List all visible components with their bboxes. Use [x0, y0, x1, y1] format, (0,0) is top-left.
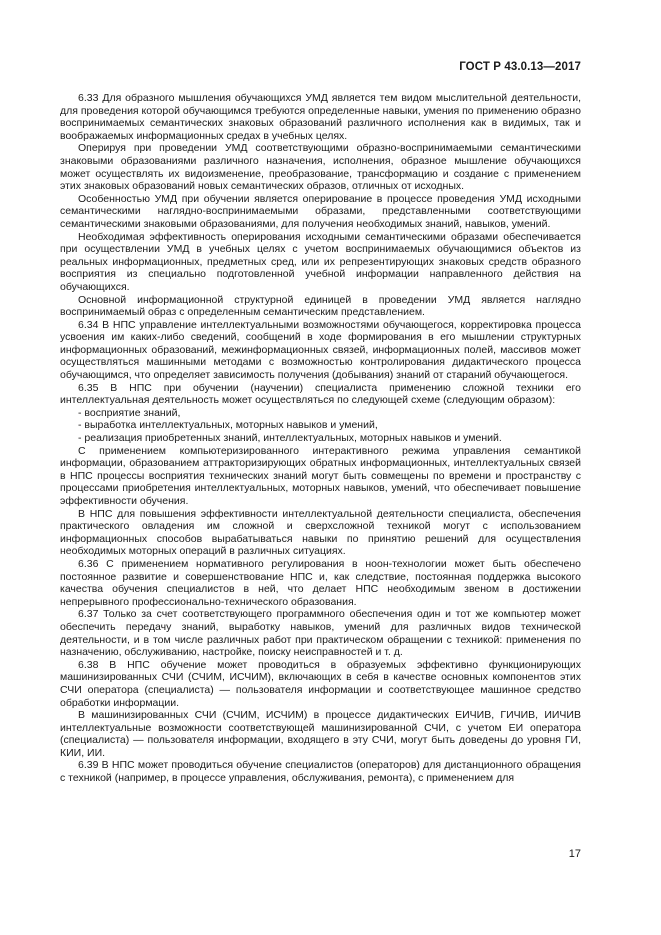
paragraph-6-38: 6.38 В НПС обучение может проводиться в образуемых эффективно функционирующих машинизированных СЧИ (СЧИМ, ИСЧИМ), включающих в себя в качестве основных компонентов этих СЧИ оператора (специалиста) — пользователя информации и соответствующее машинное средство обработки информации. [60, 658, 581, 709]
paragraph-machinized: В машинизированных СЧИ (СЧИМ, ИСЧИМ) в процессе дидактических ЕИЧИВ, ГИЧИВ, ИИЧИВ интеллектуальные возможности соответствующей машинизированной СЧИ, с учетом ЕИ оператора (специалиста) — пользователя информации, входящего в эту СЧИ, могут быть доведены до уровня ГИ, КИИ, ИИ. [60, 709, 581, 759]
paragraph-feature: Особенностью УМД при обучении является оперирование в процессе проведения УМД исходными семантическими наглядно-воспринимаемыми образами, представленными соответствующими семантическими знаковыми образованиями, для получения необходимых знаний, навыков, умений. [60, 192, 581, 230]
paragraph-6-33: 6.33 Для образного мышления обучающихся УМД является тем видом мыслительной деятельности, для проведения которой обучающимся требуются определенные навыки, умения по применению образно воспринимаемых семантических знаковых образований различного исполнения как в видимых, так и воображаемых информационных средах в учебных целях. [60, 92, 581, 142]
paragraph-6-36: 6.36 С применением нормативного регулирования в ноон-технологии может быть обеспечено постоянное развитие и совершенствование НПС и, как следствие, постоянная поддержка высокого качества обучения специалистов в ней, что делает НПС необходимым звеном в достижении непрерывного профессионально-технического образования. [60, 557, 581, 608]
standard-code-header: ГОСТ Р 43.0.13—2017 [459, 61, 581, 73]
paragraph-efficiency: Необходимая эффективность оперирования исходными семантическими образами обеспечивается при осуществлении УМД в учебных целях с учетом воспринимаемых обучающимися объектов из реальных информационных, предметных сред, или их репрезентирующих знаковых средств образного восприятия из специально подготовленной учебной информации направленного действия на обучающихся. [60, 230, 581, 293]
paragraph-intellectual: В НПС для повышения эффективности интеллектуальной деятельности специалиста, обеспечения практического овладения им сложной и сверхсложной техникой могут с использованием информационных способов вырабатываться навыки по принятию решений для осуществления необходимых моторных операций в различных ситуациях. [60, 507, 581, 558]
list-item: - выработка интеллектуальных, моторных навыков и умений, [78, 419, 378, 432]
scheme-list [60, 407, 581, 445]
paragraph-operating: Оперируя при проведении УМД соответствующими образно-воспринимаемыми семантическими знаковыми образованиями различного назначения, исполнения, образное мышление обучающихся может осуществлять их видоизменение, преобразование, трансформацию и создание с применением этих знаковых образований новых семантических образов, отличных от исходных. [60, 142, 581, 193]
page-number: 17 [568, 848, 581, 860]
paragraph-computerized: С применением компьютеризированного интерактивного режима управления семантикой информации, образованием аттракторизирующих обратных информационных, интеллектуальных связей в НПС процессы восприятия технических знаний могут быть совмещены по времени и пространству с процессами приобретения интеллектуальных, моторных навыков, умений, что обеспечивает повышение эффективности обучения. [60, 444, 581, 507]
paragraph-6-39: 6.39 В НПС может проводиться обучение специалистов (операторов) для дистанционного обращения с техникой (например, в процессе управления, обслуживания, ремонта), с применением для [60, 759, 581, 785]
paragraph-6-37: 6.37 Только за счет соответствующего программного обеспечения один и тот же компьютер может обеспечить передачу знаний, выработку навыков, умений для различных видов технической деятельности, и в том числе различных работ при практическом обращении с техникой: применения по назначению, обслуживанию, настройке, поиску неисправностей и т. д. [60, 608, 581, 659]
list-item: - восприятие знаний, [78, 406, 181, 419]
paragraph-6-34: 6.34 В НПС управление интеллектуальными возможностями обучающегося, корректировка процесса усвоения им каких-либо сведений, сообщений в ходе формирования в его мышлении структурных информационных образований, межинформационных связей, информационных полей, массивов может осуществляться машинными методами с возможностью контролирования дидактического процесса обучающимся, что определяет зависимость получения (добывания) знаний от стараний обучающегося. [60, 318, 581, 382]
paragraph-6-35: 6.35 В НПС при обучении (научении) специалиста применению сложной техники его интеллектуальная деятельность может осуществляться по следующей схеме (следующим образом): [60, 381, 581, 407]
document-body [60, 92, 581, 785]
list-item: - реализация приобретенных знаний, интеллектуальных, моторных навыков и умений. [78, 432, 502, 445]
paragraph-main-unit: Основной информационной структурной единицей в проведении УМД является наглядно воспринимаемый образ с определенным семантическим представлением. [60, 293, 581, 319]
